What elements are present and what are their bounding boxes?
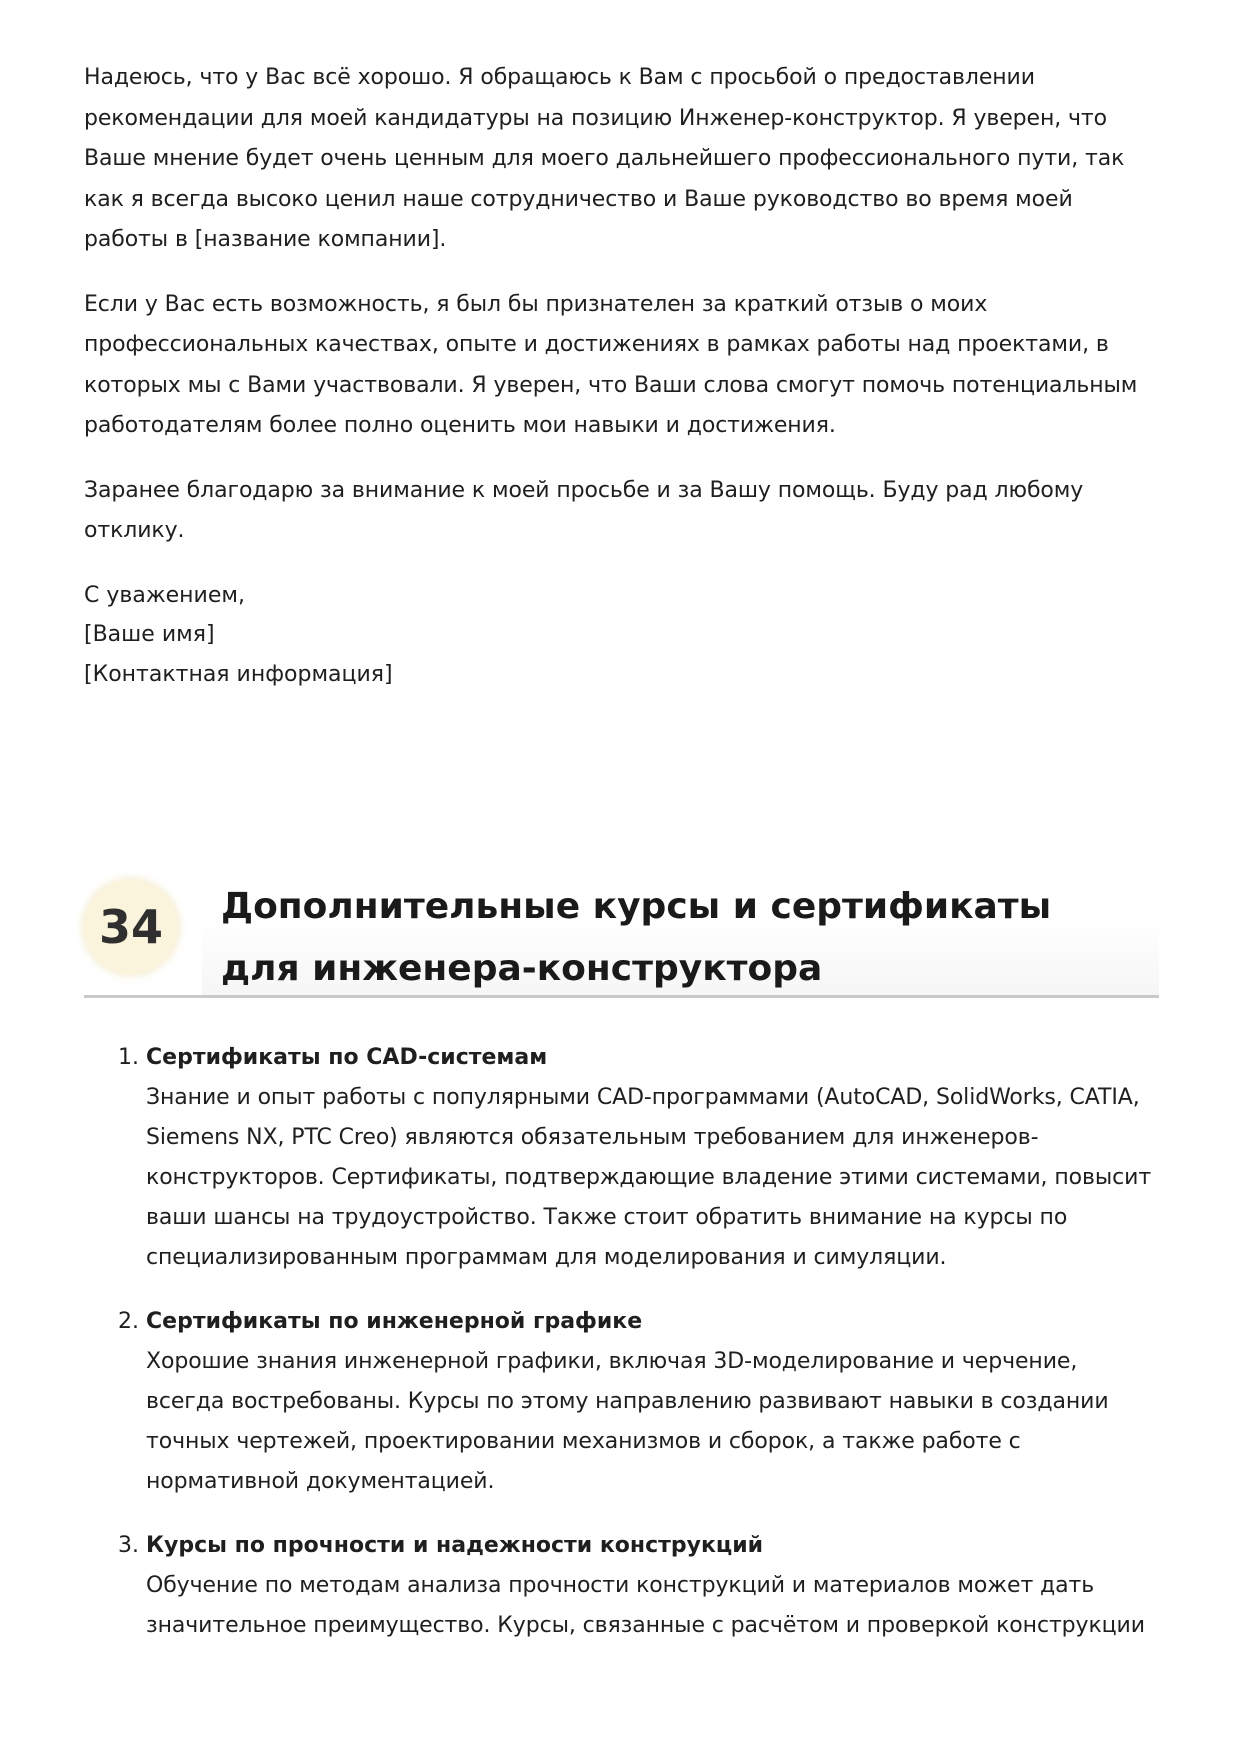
list-item-title: Курсы по прочности и надежности конструкций bbox=[146, 1533, 764, 1558]
signature-closing: С уважением, bbox=[84, 582, 245, 608]
list-item-number: 1. bbox=[118, 1045, 139, 1070]
letter-body bbox=[84, 58, 1159, 694]
section-header bbox=[84, 864, 1159, 998]
list-item bbox=[84, 1526, 1159, 1646]
letter-paragraph-1: Надеюсь, что у Вас всё хорошо. Я обращаюсь к Вам с просьбой о предоставлении рекомендации для моей кандидатуры на позицию Инженер-конструктор. Я уверен, что Ваше мнение будет очень ценным для моего дальнейшего профессионального пути, так как я всегда высоко ценил наше сотрудничество и Ваше руководство во время моей работы в [название компании]. bbox=[84, 65, 1125, 252]
courses-list bbox=[84, 1038, 1159, 1670]
list-item bbox=[84, 1302, 1159, 1502]
list-item bbox=[84, 1038, 1159, 1278]
list-item-text: Знание и опыт работы с популярными CAD-программами (AutoCAD, SolidWorks, CATIA, Siemens NX, PTC Creo) являются обязательным требованием для инженеров-конструкторов. Сертификаты, подтверждающие владение этими системами, повысит ваши шансы на трудоустройство. Также стоит обратить внимание на курсы по специализированным программам для моделирования и симуляции. bbox=[146, 1085, 1152, 1270]
list-item-number: 2. bbox=[118, 1309, 139, 1334]
list-item-text: Хорошие знания инженерной графики, включая 3D-моделирование и черчение, всегда востребованы. Курсы по этому направлению развивают навыки в создании точных чертежей, проектировании механизмов и сборок, а также работе с нормативной документацией. bbox=[146, 1349, 1109, 1494]
list-item-title: Сертификаты по инженерной графике bbox=[146, 1309, 643, 1334]
letter-signature bbox=[84, 576, 1159, 695]
letter-paragraph-3: Заранее благодарю за внимание к моей просьбе и за Вашу помощь. Буду рад любому отклику. bbox=[84, 477, 1084, 543]
signature-name: [Ваше имя] bbox=[84, 622, 215, 647]
list-item-number: 3. bbox=[118, 1533, 139, 1558]
list-item-title: Сертификаты по CAD-системам bbox=[146, 1045, 548, 1070]
signature-contact: [Контактная информация] bbox=[84, 661, 393, 687]
list-item-text: Обучение по методам анализа прочности конструкций и материалов может дать значительное преимущество. Курсы, связанные с расчётом и проверкой конструкции bbox=[146, 1573, 1145, 1638]
section-number-badge: 34 bbox=[84, 880, 178, 974]
section-title: Дополнительные курсы и сертификаты для инженера-конструктора bbox=[221, 886, 1052, 989]
letter-paragraph-2: Если у Вас есть возможность, я был бы признателен за краткий отзыв о моих профессиональных качествах, опыте и достижениях в рамках работы над проектами, в которых мы с Вами участвовали. Я уверен, что Ваши слова смогут помочь потенциальным работодателям более полно оценить мои навыки и достижения. bbox=[84, 291, 1138, 438]
